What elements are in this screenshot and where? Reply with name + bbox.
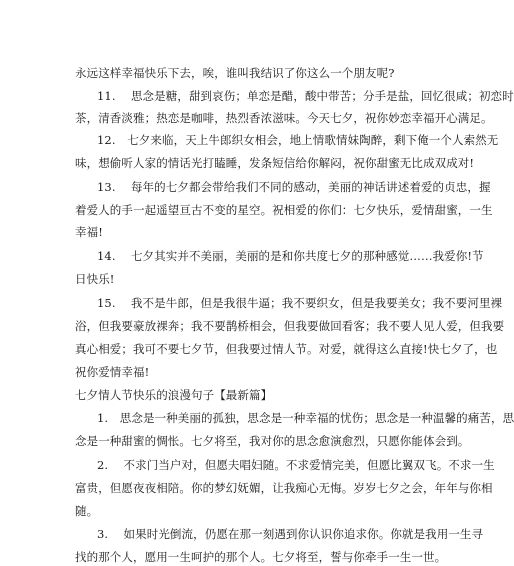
paragraph-13-line-2: 着爱人的手一起遥望亘古不变的星空。祝相爱的你们：七夕快乐，爱情甜蜜，一生 <box>75 203 493 217</box>
paragraph-15-line-3: 真心相爱；我可不要七夕节，但我要过情人节。对爱，就得这么直接!快七夕了，也 <box>75 342 498 356</box>
paragraph-2-line-3: 随。 <box>75 504 99 518</box>
paragraph-11-line-2: 茶，清香淡雅；热恋是咖啡，热烈香浓滋味。今天七夕，祝你妙恋幸福开心满足。 <box>75 111 493 125</box>
paragraph-3-line-1: 3. 如果时光倒流，仍愿在那一刻遇到你认识你追求你。你就是我用一生寻 <box>97 527 484 541</box>
paragraph-14-line-1: 14. 七夕其实并不美丽，美丽的是和你共度七夕的那种感觉……我爱你!节 <box>97 249 484 263</box>
section-heading: 七夕情人节快乐的浪漫句子【最新篇】 <box>75 388 273 402</box>
paragraph-15-line-4: 祝你爱情幸福! <box>75 365 150 379</box>
paragraph-13-line-3: 幸福! <box>75 225 103 239</box>
paragraph-13-line-1: 13. 每年的七夕都会带给我们不同的感动，美丽的神话讲述着爱的贞忠，握 <box>97 180 491 194</box>
paragraph-12-line-2: 味，想偷听人家的情话光打瞌睡，发条短信给你解闷，祝你甜蜜无比成双成对! <box>75 156 475 170</box>
paragraph-3-line-2: 找的那个人，愿用一生呵护的那个人。七夕将至，誓与你牵手一生一世。 <box>75 550 447 564</box>
paragraph-12-line-1: 12. 七夕来临，天上牛郎织女相会，地上情歌情妹陶醉，剩下俺一个人索然无 <box>97 133 499 147</box>
text-line: 永远这样幸福快乐下去，唉，谁叫我结识了你这么一个朋友呢? <box>75 66 395 80</box>
paragraph-15-line-2: 浴，但我要豪放裸奔；我不要鹊桥相会，但我要做回看客；我不要人见人爱，但我要 <box>75 319 505 333</box>
paragraph-1-line-2: 念是一种甜蜜的惆怅。七夕将至，我对你的思念愈演愈烈，只愿你能体会到。 <box>75 434 470 448</box>
paragraph-15-line-1: 15. 我不是牛郎，但是我很牛逼；我不要织女，但是我要美女；我不要河里裸 <box>97 296 503 310</box>
paragraph-2-line-1: 2. 不求门当户对，但愿夫唱妇随。不求爱情完美，但愿比翼双飞。不求一生 <box>97 458 495 472</box>
paragraph-14-line-2: 日快乐! <box>75 272 115 286</box>
paragraph-11-line-1: 11. 思念是糖，甜到哀伤；单恋是醋，酸中带苦；分手是盐，回忆很咸；初恋时 <box>97 89 514 103</box>
paragraph-2-line-2: 富贵，但愿夜夜相陪。你的梦幻妩媚，让我痴心无悔。岁岁七夕之会，年年与你相 <box>75 481 493 495</box>
paragraph-1-line-1: 1. 思念是一种美丽的孤独，思念是一种幸福的忧伤；思念是一种温馨的痛苦，思 <box>97 411 514 425</box>
